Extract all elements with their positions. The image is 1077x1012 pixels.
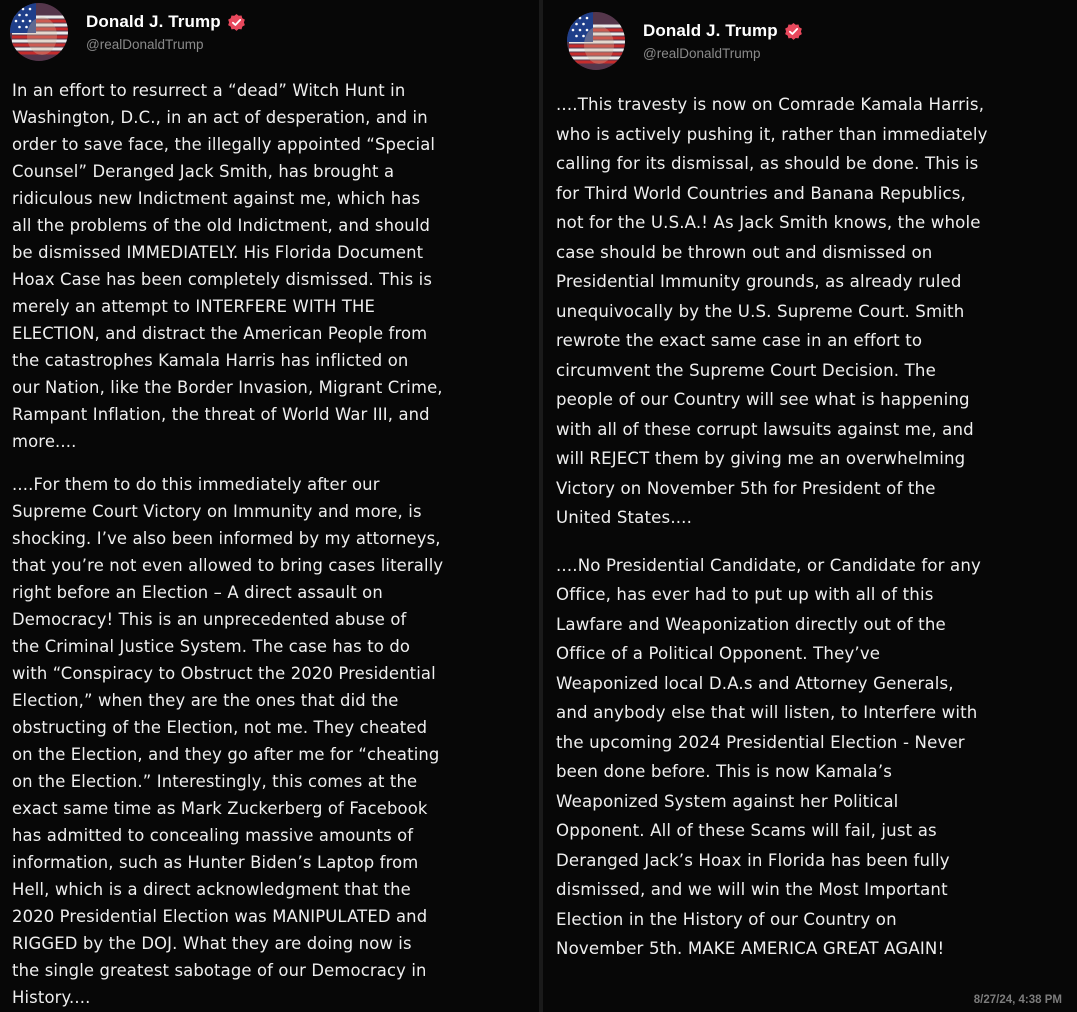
post-paragraph: ....No Presidential Candidate, or Candidate for any Office, has ever had to put up with all of this Lawfare and Weaponization directly out of the Office of a Political Opponent. They’ve Weaponized local D.A.s and Attorney Generals, and anybody else that will listen, to Interfere with the upcoming 2024 Presidential Election - Never been done before. This is now Kamala’s Weaponized System against her Political Opponent. All of these Scams will fail, just as Deranged Jack’s Hoax in Florida has been fully dismissed, and we will win the Most Important Election in the History of our Country on November 5th. MAKE AMERICA GREAT AGAIN! — [556, 555, 981, 958]
avatar[interactable] — [10, 3, 68, 61]
post-paragraph: ....This travesty is now on Comrade Kamala Harris, who is actively pushing it, rather than immediately calling for its dismissal, as should be done. This is for Third World Countries and Banana Republics, not for the U.S.A.! As Jack Smith knows, the whole case should be thrown out and dismissed on Presidential Immunity grounds, as already ruled unequivocally by the U.S. Supreme Court. Smith rewrote the exact same case in an effort to circumvent the Supreme Court Decision. The people of our Country will see what is happening with all of these corrupt lawsuits against me, and will REJECT them by giving me an overwhelming Victory on November 5th for President of the United States.... — [556, 95, 988, 527]
post-panel-right — [543, 0, 1077, 1012]
post-paragraph: ....For them to do this immediately after our Supreme Court Victory on Immunity and more, is shocking. I’ve also been informed by my attorneys, that you’re not even allowed to bring cases literally right before an Election – A direct assault on Democracy! This is an unprecedented abuse of the Criminal Justice System. The case has to do with “Conspiracy to Obstruct the 2020 Presidential Election,” when they are the ones that did the obstructing of the Election, not me. They cheated on the Election, and they go after me for “cheating on the Election.” Interestingly, this comes at the exact same time as Mark Zuckerberg of Facebook has admitted to concealing massive amounts of information, such as Hunter Biden’s Laptop from Hell, which is a direct acknowledgment that the 2020 Presidential Election was MANIPULATED and RIGGED by the DOJ. What they are doing now is the single greatest sabotage of our Democracy in History.... — [12, 475, 444, 1007]
author-block — [86, 12, 246, 52]
author-block — [643, 21, 803, 61]
post-header — [10, 3, 246, 61]
author-handle[interactable]: @realDonaldTrump — [643, 46, 761, 61]
author-name-row[interactable] — [643, 21, 803, 41]
flag-face-avatar-icon — [567, 12, 625, 70]
author-handle[interactable]: @realDonaldTrump — [86, 37, 204, 52]
verified-badge-icon — [784, 22, 803, 41]
author-name-row[interactable] — [86, 12, 246, 32]
post-paragraph: In an effort to resurrect a “dead” Witch Hunt in Washington, D.C., in an act of desperation, and in order to save face, the illegally appointed “Special Counsel” Deranged Jack Smith, has brought a ridiculous new Indictment against me, which has all the problems of the old Indictment, and should be dismissed IMMEDIATELY. His Florida Document Hoax Case has been completely dismissed. This is merely an attempt to INTERFERE WITH THE ELECTION, and distract the American People from the catastrophes Kamala Harris has inflicted on our Nation, like the Border Invasion, Migrant Crime, Rampant Inflation, the threat of World War III, and more.... — [12, 81, 443, 451]
post-timestamp[interactable]: 8/27/24, 4:38 PM — [973, 994, 1062, 1006]
post-header — [567, 12, 803, 70]
post-text — [12, 77, 537, 1011]
avatar[interactable] — [567, 12, 625, 70]
author-name[interactable]: Donald J. Trump — [86, 12, 221, 31]
flag-face-avatar-icon — [10, 3, 68, 61]
verified-badge-icon — [227, 13, 246, 32]
post-text — [556, 90, 1074, 964]
author-name[interactable]: Donald J. Trump — [643, 21, 778, 40]
